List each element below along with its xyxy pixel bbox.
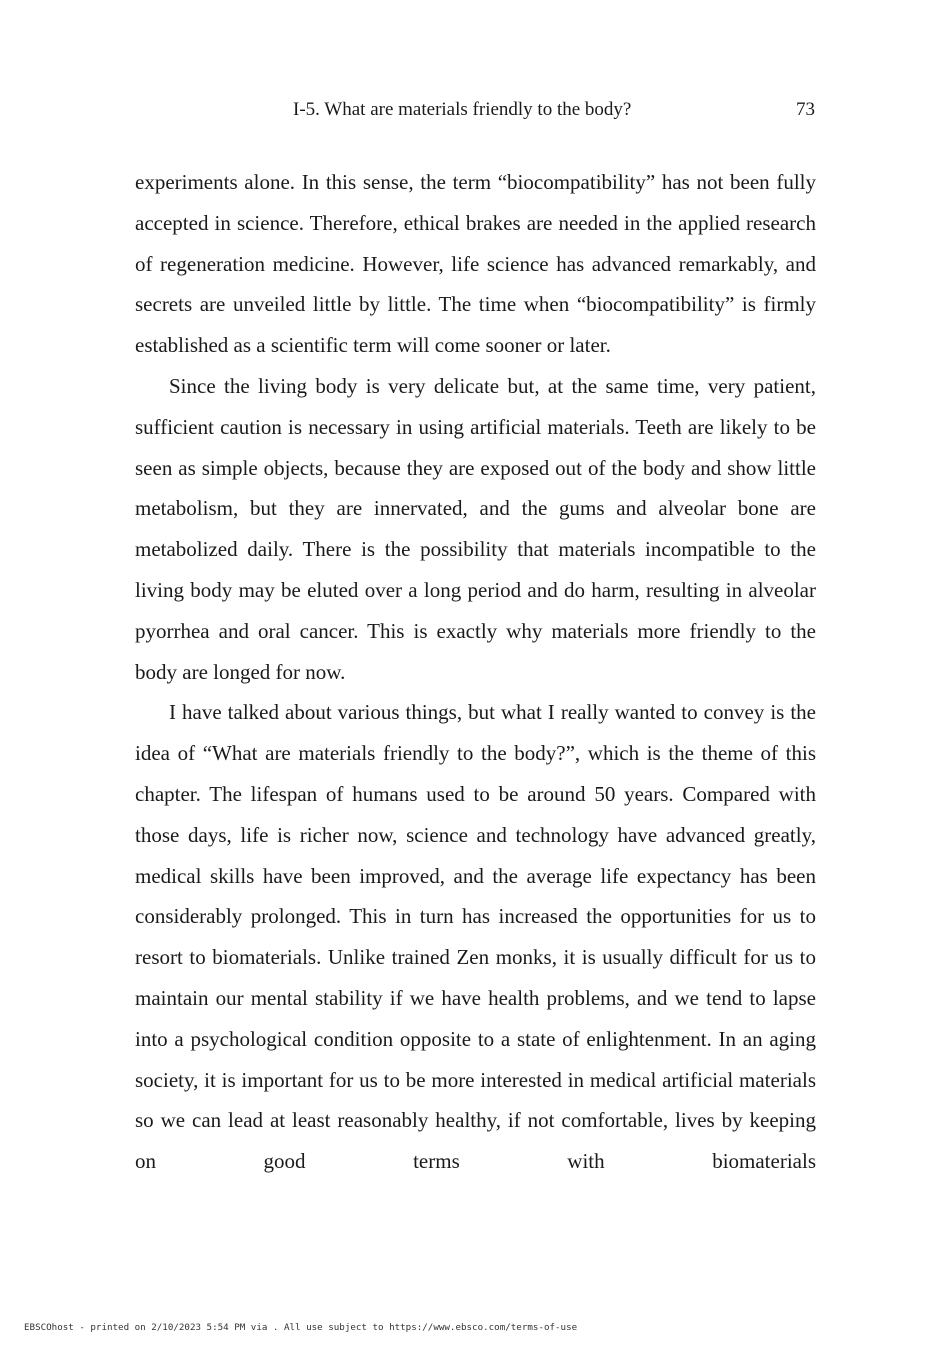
running-title: I-5. What are materials friendly to the body? [293, 99, 632, 120]
paragraph-continued: experiments alone. In this sense, the term “biocompatibility” has not been fully accepted in science. Therefore, ethical brakes are needed in the applied research of regeneration medicine. However, life science has advanced remarkably, and secrets are unveiled little by little. The time when “biocompatibility” is firmly established as a scientific term will come sooner or later. [135, 170, 816, 358]
running-header [0, 96, 951, 124]
page-number: 73 [796, 99, 815, 120]
print-footer: EBSCOhost - printed on 2/10/2023 5:54 PM via . All use subject to https://www.ebsco.com/terms-of-use [24, 1322, 578, 1333]
paragraph-living-body: Since the living body is very delicate but, at the same time, very patient, sufficient caution is necessary in using artificial materials. Teeth are likely to be seen as simple objects, because they are exposed out of the body and show little metabolism, but they are innervated, and the gums and alveolar bone are metabolized daily. There is the possibility that materials incompatible to the living body may be eluted over a long period and do harm, resulting in alveolar pyorrhea and oral cancer. This is exactly why materials more friendly to the body are longed for now. [135, 373, 816, 684]
body-text [135, 162, 816, 1182]
paragraph-chapter-theme: I have talked about various things, but what I really wanted to convey is the idea of “What are materials friendly to the body?”, which is the theme of this chapter. The lifespan of humans used to be around 50 years. Compared with those days, life is richer now, science and technology have advanced greatly, medical skills have been improved, and the average life expectancy has been considerably prolonged. This in turn has increased the opportunities for us to resort to biomaterials. Unlike trained Zen monks, it is usually difficult for us to maintain our mental stability if we have health problems, and we tend to lapse into a psychological condition opposite to a state of enlightenment. In an aging society, it is important for us to be more interested in medical artificial materials so we can lead at least reasonably healthy, if not comfortable, lives by keeping on good terms with biomaterials [135, 700, 816, 1174]
